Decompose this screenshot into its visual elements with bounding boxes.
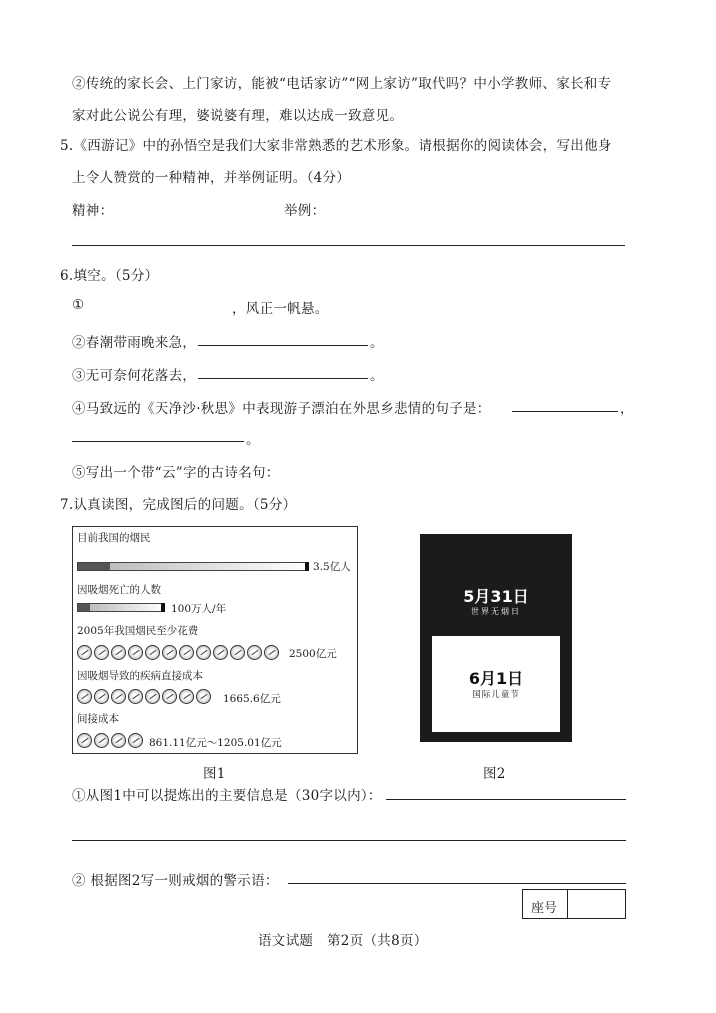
coin-icon [247, 645, 262, 660]
q5-spirit-label: 精神： [72, 203, 114, 219]
q7-sub2-blank[interactable] [288, 883, 626, 884]
q6-item2: ②春潮带雨晚来急， [72, 335, 197, 351]
q7-sub1-answer-line[interactable] [72, 840, 626, 841]
q7-sub1-blank[interactable] [386, 799, 626, 800]
coin-icon [94, 689, 109, 704]
coin-icon [145, 689, 160, 704]
seat-label: 座号 [531, 901, 558, 916]
coin-icon [179, 645, 194, 660]
page-footer: 语文试题 第2页（共8页） [258, 933, 428, 949]
coin-icon [230, 645, 245, 660]
q6-item1-num: ① [72, 297, 85, 313]
q6-item4-comma: ， [620, 401, 634, 417]
q6-item4-blank2[interactable] [72, 441, 244, 442]
q4-2-line1: ②传统的家长会、上门家访，能被“电话家访”“网上家访”取代吗？中小学教师、家长和专 [72, 76, 612, 92]
figure-2-caption: 图2 [483, 766, 506, 782]
q6-item2-period: 。 [370, 335, 384, 351]
q6-item1-text: ，风正一帆悬。 [232, 301, 329, 317]
figure-1-caption: 图1 [203, 766, 226, 782]
q6-item4-period: 。 [246, 432, 260, 448]
fig1-row1-label: 目前我国的烟民 [77, 532, 151, 544]
coin-icon [179, 689, 194, 704]
seat-number-field[interactable] [569, 890, 625, 918]
coin-icon [111, 689, 126, 704]
fig1-row1-bar [77, 562, 309, 571]
coin-icon [128, 689, 143, 704]
seat-number-box [522, 889, 626, 919]
q5-answer-line[interactable] [72, 245, 625, 246]
coin-icon [196, 645, 211, 660]
coin-icon [77, 645, 92, 660]
coin-icon [111, 733, 126, 748]
fig1-row3-value: 2500亿元 [289, 648, 337, 660]
seat-divider [567, 890, 568, 918]
figure-1-smoking-stats [72, 526, 358, 754]
fig1-row3-label: 2005年我国烟民至少花费 [77, 625, 199, 637]
q5-line1: 5.《西游记》中的孙悟空是我们大家非常熟悉的艺术形象。请根据你的阅读体会，写出他身 [60, 138, 612, 154]
q4-2-line2: 家对此公说公有理，婆说婆有理，难以达成一致意见。 [72, 108, 404, 124]
fig1-row4-label: 因吸烟导致的疾病直接成本 [77, 670, 203, 682]
q6-item4: ④马致远的《天净沙·秋思》中表现游子漂泊在外思乡悲情的句子是： [72, 401, 491, 417]
coin-icon [213, 645, 228, 660]
fig1-row5-value: 861.11亿元～1205.01亿元 [149, 737, 282, 749]
fig1-row2-bar [77, 603, 165, 612]
coin-icon [162, 645, 177, 660]
fig2-date1: 5月31日 [463, 587, 529, 606]
q6-title: 6.填空。（5分） [60, 268, 159, 284]
q6-item3-blank[interactable] [198, 378, 368, 379]
fig2-sub2: 国际儿童节 [472, 690, 520, 700]
coin-icon [196, 689, 211, 704]
fig2-white-box [432, 636, 560, 732]
coin-icon [94, 645, 109, 660]
coin-icon [162, 689, 177, 704]
fig1-row2-label: 因吸烟死亡的人数 [77, 584, 161, 596]
figure-2-calendar [420, 534, 572, 742]
q6-item2-blank[interactable] [198, 345, 368, 346]
fig1-row1-value: 3.5亿人 [313, 561, 351, 573]
q7-sub1: ①从图1中可以提炼出的主要信息是（30字以内）： [72, 788, 382, 804]
fig2-sub1: 世界无烟日 [471, 607, 521, 616]
coin-icon [111, 645, 126, 660]
fig1-row1-bar-end [305, 562, 309, 571]
coin-icon [77, 733, 92, 748]
fig1-row5-label: 间接成本 [77, 713, 119, 725]
coin-icon [145, 645, 160, 660]
coin-icon [264, 645, 279, 660]
fig1-row4-value: 1665.6亿元 [223, 693, 281, 705]
coin-icon [128, 645, 143, 660]
q6-item5: ⑤写出一个带“云”字的古诗名句： [72, 465, 280, 481]
q7-title: 7.认真读图，完成图后的问题。（5分） [60, 497, 297, 513]
fig1-row2-value: 100万人/年 [171, 603, 227, 615]
coin-icon [77, 689, 92, 704]
q6-item3: ③无可奈何花落去， [72, 368, 197, 384]
q6-item4-blank1[interactable] [512, 411, 618, 412]
fig2-date2: 6月1日 [468, 669, 524, 688]
q5-example-label: 举例： [284, 203, 326, 219]
coin-icon [128, 733, 143, 748]
coin-icon [94, 733, 109, 748]
q5-line2: 上令人赞赏的一种精神，并举例证明。（4分） [72, 170, 351, 186]
q7-sub2: ② 根据图2写一则戒烟的警示语： [72, 873, 279, 889]
q6-item3-period: 。 [370, 368, 384, 384]
fig1-row2-bar-end [161, 603, 165, 612]
